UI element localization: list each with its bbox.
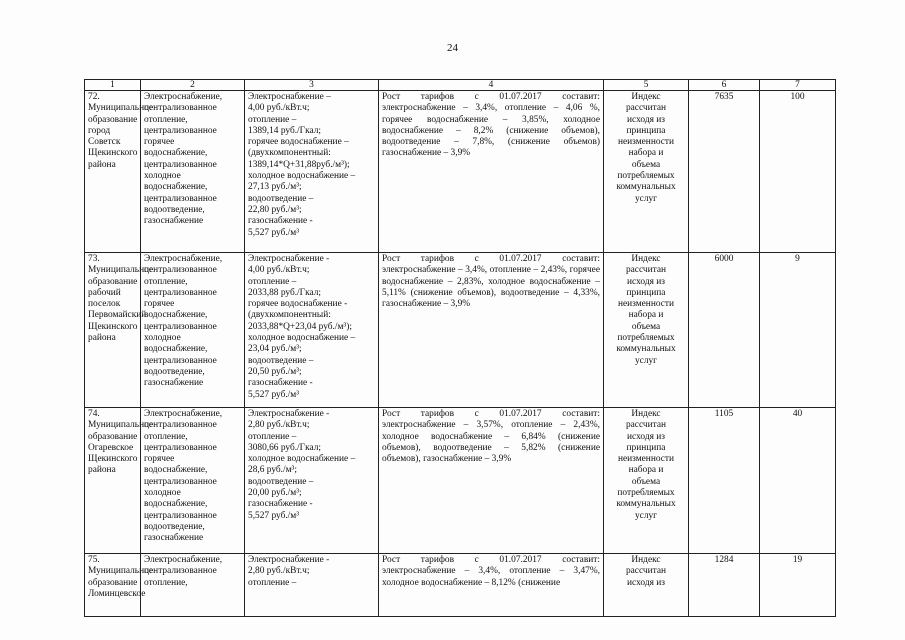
col-header-4: 4 [379, 80, 604, 91]
header-row [85, 80, 836, 91]
population-cell: 1284 [689, 554, 760, 617]
col7-cell: 100 [760, 91, 836, 253]
col7-cell: 19 [760, 554, 836, 617]
col-header-6: 6 [689, 80, 760, 91]
tariffs-cell: Электроснабжение - 2,80 руб./кВт.ч; отопление – [245, 554, 379, 617]
table-row [85, 253, 836, 408]
services-cell: Электроснабжение, централизованное отопление, централизованное горячее водоснабжение, централизованное холодное водоснабжение, централизованное водоотведение, газоснабжение [141, 253, 245, 408]
growth-cell: Рост тарифов с 01.07.2017 составит: электроснабжение – 3,4%, отопление – 3,47%, холодное водоснабжение – 8,12% (снижение [379, 554, 604, 617]
tariffs-cell: Электроснабжение - 4,00 руб./кВт.ч; отопление – 2033,88 руб./Гкал; горячее водоснабжение - (двухкомпонентный: 2033,88*Q+23,04 руб./м³); холодное водоснабжение – 23,04 руб./м³; водоотведение – 20,50 руб./м³; газоснабжение - 5,527 руб./м³ [245, 253, 379, 408]
col-header-2: 2 [141, 80, 245, 91]
population-cell: 7635 [689, 91, 760, 253]
services-cell: Электроснабжение, централизованное отопление, централизованное горячее водоснабжение, централизованное холодное водоснабжение, централизованное водоотведение, газоснабжение [141, 91, 245, 253]
index-note-cell: Индекс рассчитан исходя из принципа неизменности набора и объема потребляемых коммунальных услуг [604, 253, 689, 408]
table-row [85, 408, 836, 554]
page-number: 24 [447, 42, 458, 54]
tariff-table [84, 79, 836, 617]
growth-cell: Рост тарифов с 01.07.2017 составит: электроснабжение – 3,4%, отопление – 2,43%, горячее водоснабжение – 2,83%, холодное водоснабжение – 5,11% (снижение объемов), водоотведение – 4,33%, газоснабжение – 3,9% [379, 253, 604, 408]
col7-cell: 40 [760, 408, 836, 554]
table-row [85, 91, 836, 253]
tariffs-cell: Электроснабжение - 2,80 руб./кВт.ч; отопление – 3080,66 руб./Гкал; холодное водоснабжение – 28,6 руб./м³; водоотведение – 20,00 руб./м³; газоснабжение - 5,527 руб./м³ [245, 408, 379, 554]
index-note-cell: Индекс рассчитан исходя из принципа неизменности набора и объема потребляемых коммунальных услуг [604, 408, 689, 554]
table-row [85, 554, 836, 617]
population-cell: 1105 [689, 408, 760, 554]
population-cell: 6000 [689, 253, 760, 408]
col-header-3: 3 [245, 80, 379, 91]
col-header-7: 7 [760, 80, 836, 91]
services-cell: Электроснабжение, централизованное отопление, централизованное горячее водоснабжение, централизованное холодное водоснабжение, централизованное водоотведение, газоснабжение [141, 408, 245, 554]
municipality-cell: 74. Муниципальное образование Огаревское Щекинского района [85, 408, 141, 554]
tariffs-cell: Электроснабжение – 4,00 руб./кВт.ч; отопление – 1389,14 руб./Гкал; горячее водоснабжение – (двухкомпонентный: 1389,14*Q+31,88руб./м³); холодное водоснабжение – 27,13 руб./м³; водоотведение – 22,80 руб./м³; газоснабжение - 5,527 руб./м³ [245, 91, 379, 253]
growth-cell: Рост тарифов с 01.07.2017 составит: электроснабжение – 3,4%, отопление – 4,06 %, горячее водоснабжение – 3,85%, холодное водоснабжение – 8,2% (снижение объемов), водоотведение – 7,8%, (снижение объемов) газоснабжение – 3,9% [379, 91, 604, 253]
municipality-cell: 73. Муниципальное образование рабочий поселок Первомайский Щекинского района [85, 253, 141, 408]
col7-cell: 9 [760, 253, 836, 408]
col-header-1: 1 [85, 80, 141, 91]
index-note-cell: Индекс рассчитан исходя из принципа неизменности набора и объема потребляемых коммунальных услуг [604, 91, 689, 253]
growth-cell: Рост тарифов с 01.07.2017 составит: электроснабжение – 3,57%, отопление – 2,43%, холодное водоснабжение – 6,84% (снижение объемов), водоотведение – 5,82% (снижение объемов), газоснабжение – 3,9% [379, 408, 604, 554]
municipality-cell: 75. Муниципальное образование Ломинцевское [85, 554, 141, 617]
municipality-cell: 72. Муниципальное образование город Советск Щекинского района [85, 91, 141, 253]
services-cell: Электроснабжение, централизованное отопление, [141, 554, 245, 617]
index-note-cell: Индекс рассчитан исходя из [604, 554, 689, 617]
col-header-5: 5 [604, 80, 689, 91]
